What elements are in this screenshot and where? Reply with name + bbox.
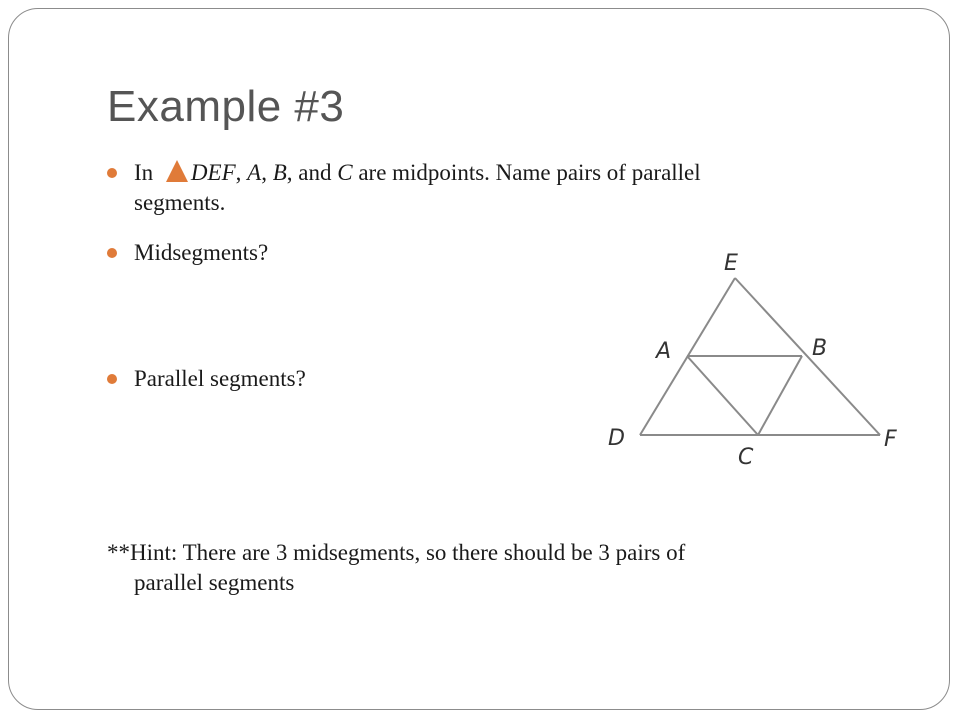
bullet-text: In — [134, 160, 154, 185]
slide-title: Example #3 — [107, 82, 345, 131]
label-A: A — [656, 339, 672, 364]
point-b: B — [272, 160, 287, 185]
point-a: A — [247, 160, 262, 185]
hint-line-1: **Hint: There are 3 midsegments, so there should be 3 pairs of — [107, 540, 686, 565]
midsegment-BC — [758, 356, 802, 435]
triangle-figure — [600, 244, 930, 474]
triangle-icon — [165, 159, 189, 183]
label-E: E — [724, 251, 738, 276]
bullet-text-continued: segments. — [134, 190, 226, 215]
bullet-text: Parallel segments? — [134, 366, 306, 391]
hint-text — [107, 538, 685, 598]
label-D: D — [608, 426, 625, 451]
bullet-text: Midsegments? — [134, 240, 269, 265]
triangle-diagram — [600, 244, 930, 474]
point-c: C — [337, 160, 353, 185]
label-B: B — [812, 336, 828, 361]
bullet-list: In DEF, A, B, and C are midpoints. Name pairs of parallel segments. Midsegments? Parallel segments? — [0, 0, 960, 720]
bullet-dot-icon — [107, 248, 117, 258]
midsegment-AC — [687, 356, 758, 435]
triangle-name: DEF — [190, 160, 236, 185]
label-F: F — [884, 427, 897, 452]
bullet-dot-icon — [107, 168, 117, 178]
hint-line-2: parallel segments — [134, 570, 295, 595]
label-C: C — [738, 445, 754, 470]
bullet-dot-icon — [107, 374, 117, 384]
